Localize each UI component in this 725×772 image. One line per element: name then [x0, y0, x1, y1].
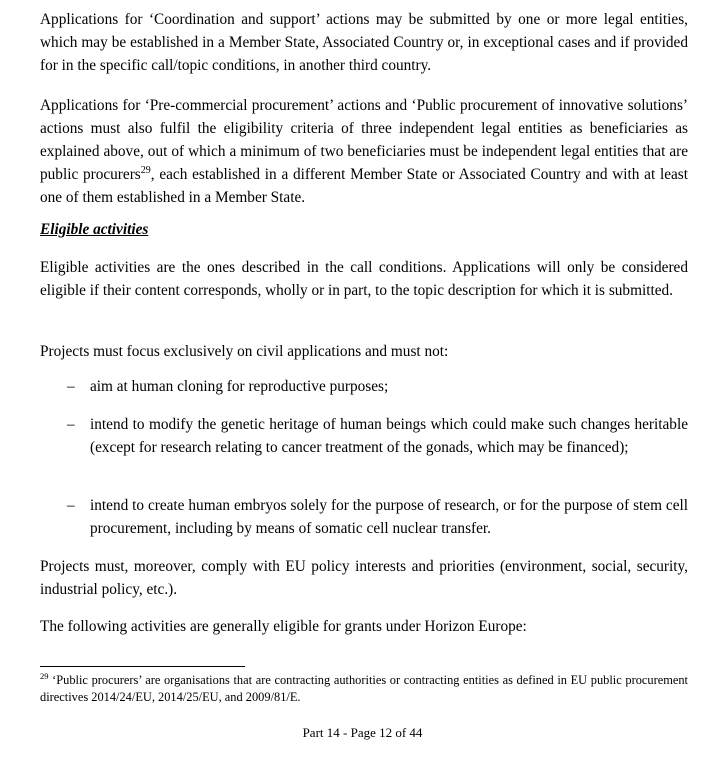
- footnote-text: ‘Public procurers’ are organisations that are contracting authorities or contracting entities as defined in EU public procurement directives 2014/24/EU, 2014/25/EU, and 2009/81/E.: [40, 673, 688, 704]
- page-number: Part 14 - Page 12 of 44: [302, 725, 423, 740]
- bullet-marker: –: [67, 416, 75, 433]
- paragraph-procurement-text-1: Applications for ‘Pre-commercial procurement’ actions and ‘Public procurement of innovative solutions’ actions must also fulfil the eligibility criteria of three independent legal entities as beneficiaries as explained above, out of which a minimum of two beneficiaries must be independent legal entities that are public procurers: [40, 97, 688, 183]
- paragraph-eligible-activities: Eligible activities are the ones described in the call conditions. Applications will only be considered eligible if their content corresponds, wholly or in part, to the topic description for which it is submitted.: [40, 259, 688, 299]
- paragraph-coordination-support: Applications for ‘Coordination and support’ actions may be submitted by one or more legal entities, which may be established in a Member State, Associated Country or, in exceptional cases and if provided for in the specific call/topic conditions, in another third country.: [40, 11, 688, 74]
- paragraph-procurement-text-2: , each established in a different Member State or Associated Country and with at least one of them established in a Member State.: [40, 166, 688, 206]
- bullet-marker: –: [67, 378, 75, 395]
- paragraph-eu-policy: Projects must, moreover, comply with EU policy interests and priorities (environment, social, security, industrial policy, etc.).: [40, 558, 688, 598]
- paragraph-procurement: [40, 94, 688, 209]
- footnote-number: 29: [40, 670, 49, 681]
- bullet-marker: –: [67, 497, 75, 514]
- paragraph-horizon-europe: The following activities are generally eligible for grants under Horizon Europe:: [40, 618, 527, 635]
- bullet-item-cloning: aim at human cloning for reproductive purposes;: [90, 378, 389, 395]
- bullet-item-genetic-heritage: intend to modify the genetic heritage of human beings which could make such changes heritable (except for research relating to cancer treatment of the gonads, which may be financed);: [90, 416, 688, 456]
- footnote: [40, 672, 688, 706]
- paragraph-civil-applications: Projects must focus exclusively on civil applications and must not:: [40, 343, 449, 360]
- footnote-separator: [40, 666, 245, 667]
- section-heading-eligible-activities: Eligible activities: [40, 221, 149, 238]
- footnote-reference[interactable]: 29: [140, 164, 151, 176]
- bullet-item-embryos: intend to create human embryos solely for the purpose of research, or for the purpose of stem cell procurement, including by means of somatic cell nuclear transfer.: [90, 497, 688, 537]
